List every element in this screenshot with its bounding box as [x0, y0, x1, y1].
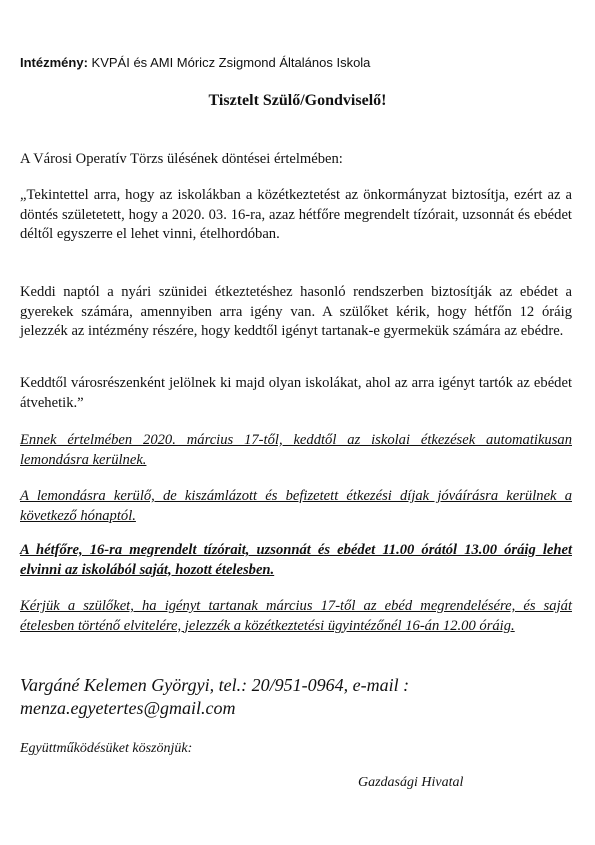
contact-phone-line: Vargáné Kelemen Györgyi, tel.: 20/951-0964, e-mail : [20, 675, 410, 695]
refund-notice: A lemondásra kerülő, de kiszámlázott és befizetett étkezési díjak jóváírásra kerülnek a következő hónaptól. [20, 488, 572, 524]
institution-label: Intézmény: [20, 55, 88, 70]
contact-block [20, 674, 580, 720]
contact-email: menza.egyetertes@gmail.com [20, 698, 236, 718]
institution-line [20, 55, 370, 70]
quote-paragraph-1: „Tekintettel arra, hogy az iskolákban a közétkeztetést az önkormányzat biztosítja, ezért az a döntés születetett, hogy a 2020. 03. 16-ra, azaz hétfőre megrendelt tízórait, uzsonnát és ebédet déltől egyszerre el lehet vinni, ételhordóban. [20, 187, 572, 242]
institution-name: KVPÁI és AMI Móricz Zsigmond Általános Iskola [91, 55, 371, 70]
request-notice: Kérjük a szülőket, ha igényt tartanak március 17-től az ebéd megrendelésére, és saját ételesben történő elvitelére, jelezzék a közétkeztetési ügyintézőnél 16-án 12.00 óráig. [20, 598, 572, 634]
intro-paragraph: A Városi Operatív Törzs ülésének döntései értelmében: [20, 151, 343, 167]
letter-title: Tisztelt Szülő/Gondviselő! [208, 92, 387, 109]
cancellation-notice: Ennek értelmében 2020. március 17-től, keddtől az iskolai étkezések automatikusan lemondásra kerülnek. [20, 432, 572, 468]
closing-line: Együttműködésüket köszönjük: [20, 741, 193, 756]
quote-paragraph-3: Keddtől városrészenként jelölnek ki majd olyan iskolákat, ahol az arra igényt tartók az ebédet átvehetik.” [20, 375, 572, 411]
quote-paragraph-2: Keddi naptól a nyári szünidei étkeztetéshez hasonló rendszerben biztosítják az ebédet a gyerekek számára, amennyiben arra igény van. A szülőket kérik, hogy hétfőn 12 óráig jelezzék az intézmény részére, hogy keddtől igényt tartanak-e gyermekük számára az ebédre. [20, 284, 572, 339]
signature: Gazdasági Hivatal [358, 775, 464, 790]
pickup-notice: A hétfőre, 16-ra megrendelt tízórait, uzsonnát és ebédet 11.00 órától 13.00 óráig lehet elvinni az iskolából saját, hozott ételesben. [20, 542, 572, 578]
